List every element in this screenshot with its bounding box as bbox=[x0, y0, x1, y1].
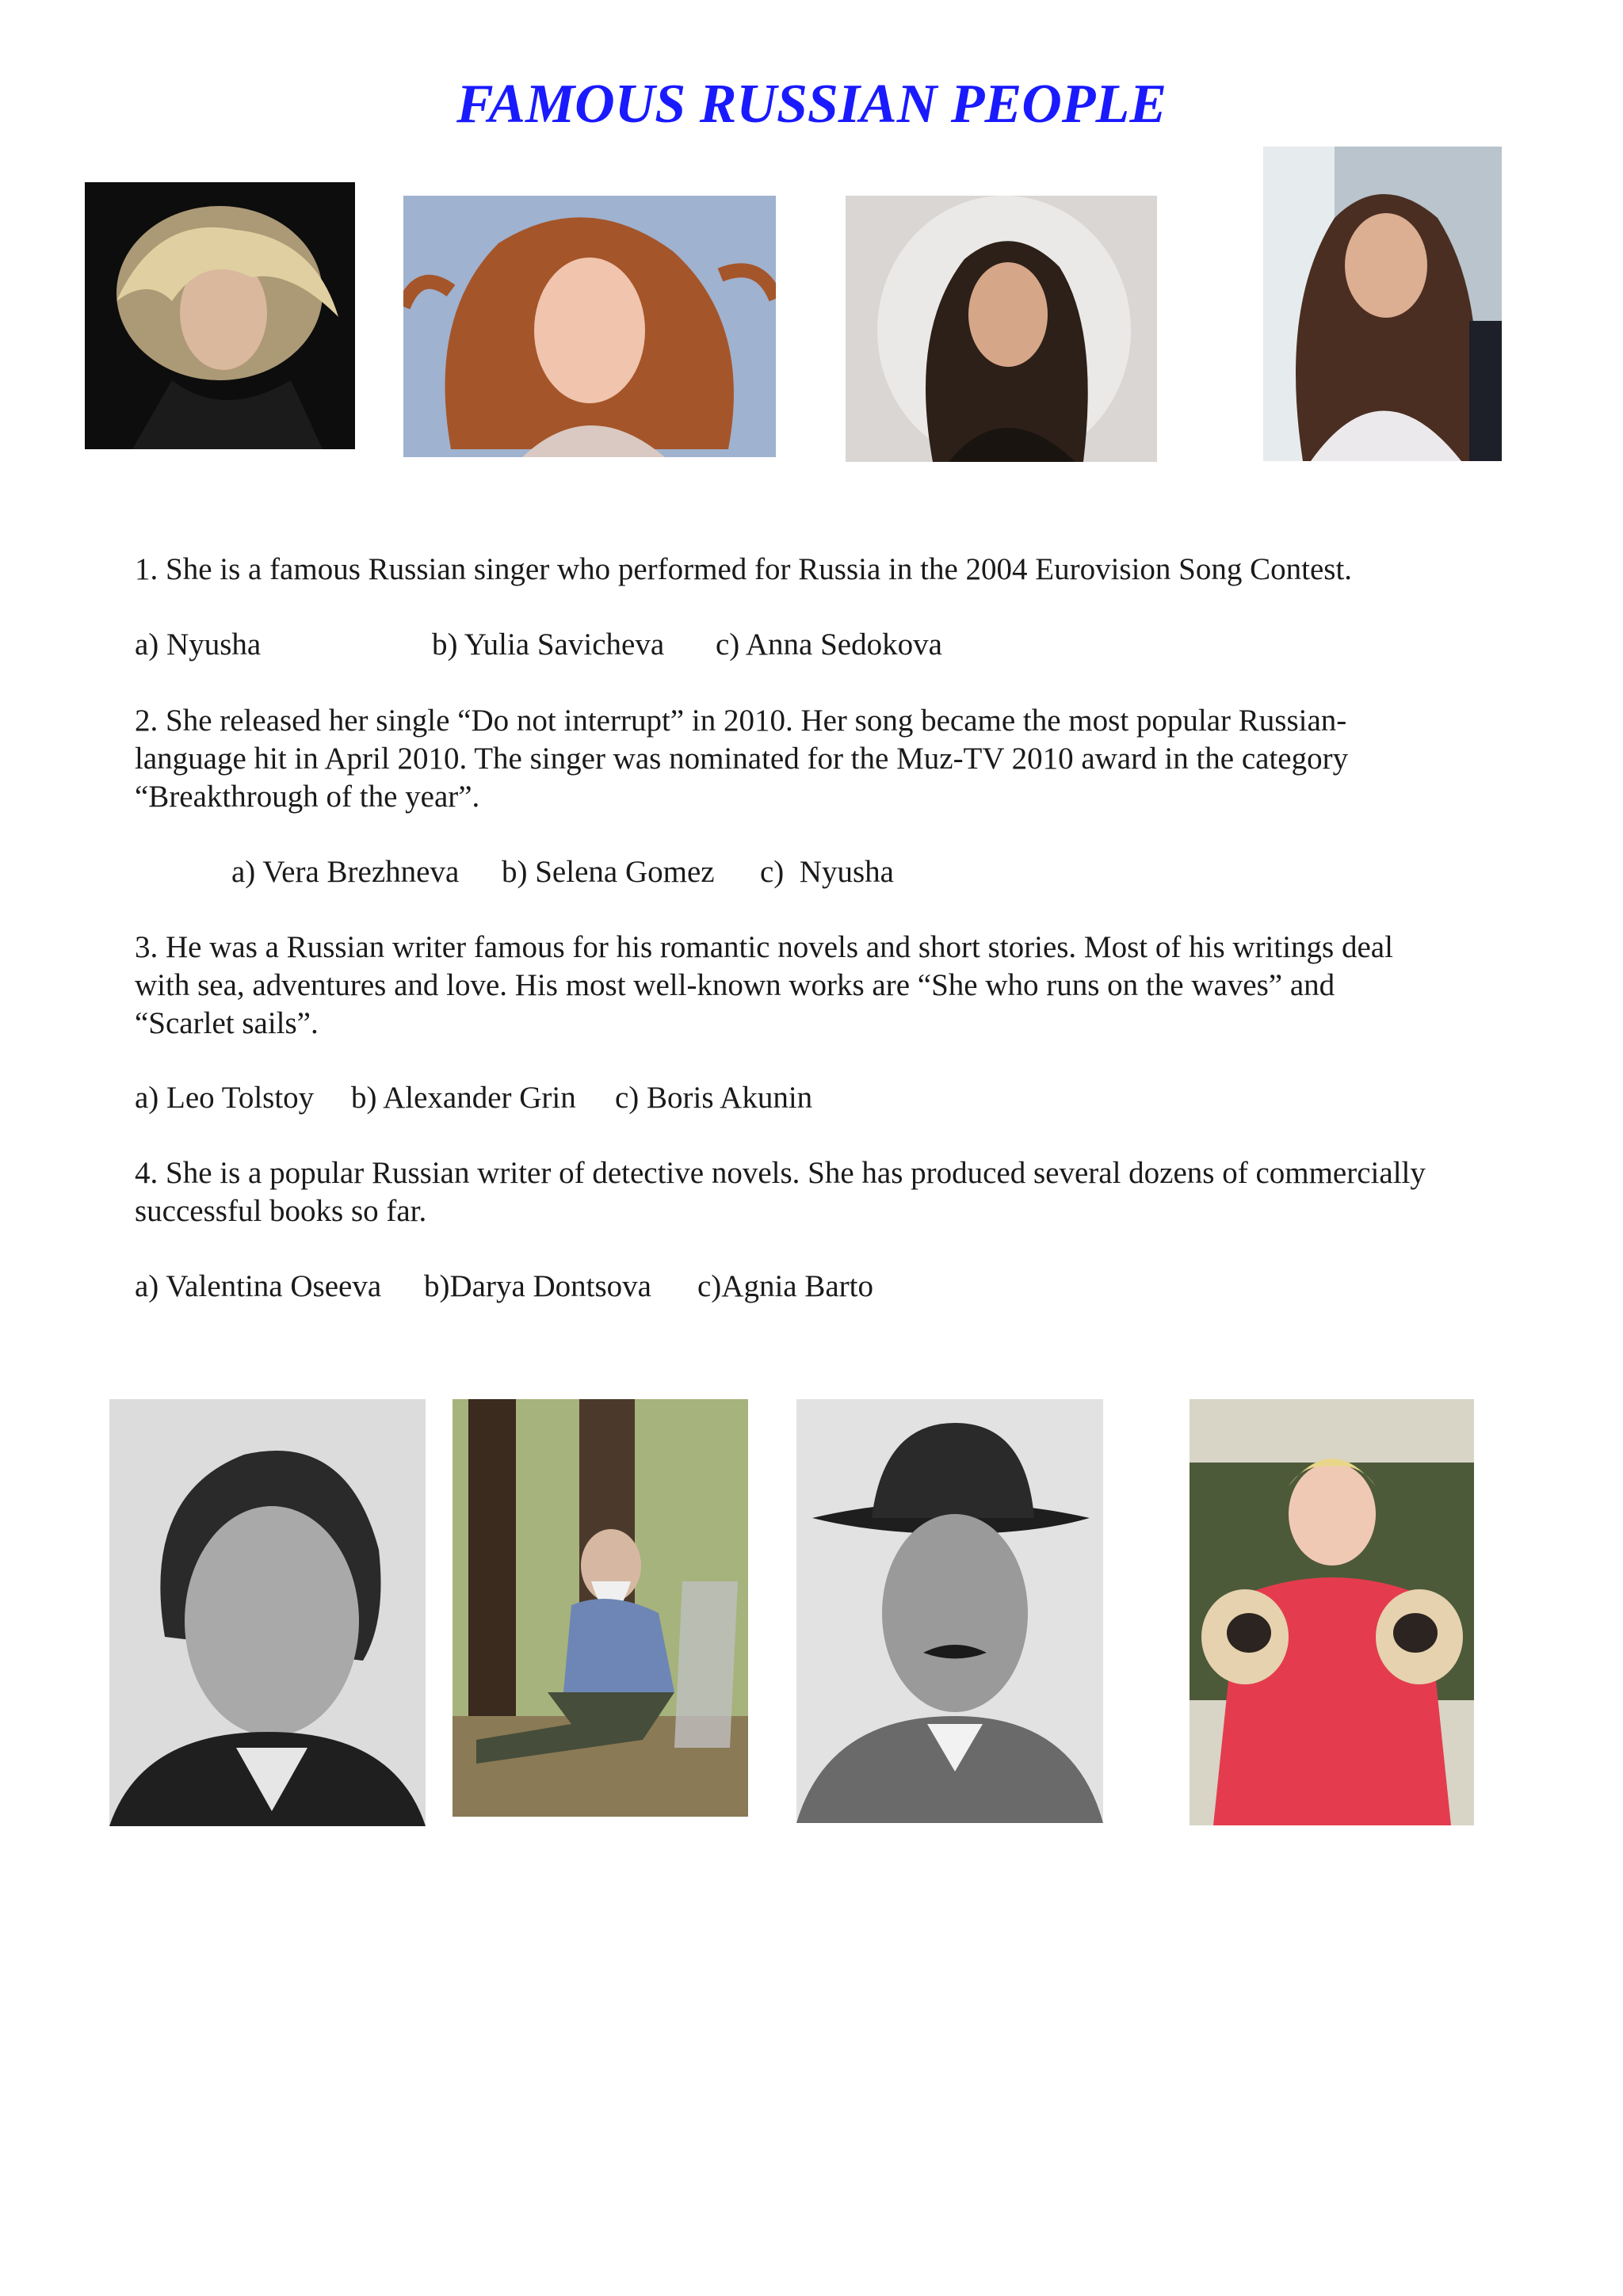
photo-redhead-singer bbox=[403, 196, 776, 457]
photo-woman-with-pugs bbox=[1190, 1399, 1474, 1825]
question-3-option-b: b) Alexander Grin bbox=[351, 1081, 576, 1115]
question-3-line-2: with sea, adventures and love. His most well-known works are “She who runs on the waves” and bbox=[135, 968, 1335, 1002]
question-1-text: 1. She is a famous Russian singer who performed for Russia in the 2004 Eurovision Song Contest. bbox=[135, 552, 1353, 586]
photo-brunette-singer bbox=[846, 196, 1157, 462]
question-3-line-3: “Scarlet sails”. bbox=[135, 1006, 319, 1040]
question-4-option-b: b)Darya Dontsova bbox=[424, 1269, 651, 1303]
question-2-line-1: 2. She released her single “Do not interrupt” in 2010. Her song became the most popular Russian- bbox=[135, 704, 1347, 738]
photo-woman-writer-bw bbox=[109, 1399, 426, 1826]
question-3-option-a: a) Leo Tolstoy bbox=[135, 1081, 315, 1115]
photo-blonde-singer bbox=[85, 182, 355, 449]
question-2-option-a: a) Vera Brezhneva bbox=[231, 855, 460, 889]
question-2-option-b: b) Selena Gomez bbox=[502, 855, 715, 889]
question-1-option-a: a) Nyusha bbox=[135, 627, 262, 662]
question-3-line-1: 3. He was a Russian writer famous for his romantic novels and short stories. Most of his writings deal bbox=[135, 930, 1393, 964]
question-4-option-a: a) Valentina Oseeva bbox=[135, 1269, 382, 1303]
question-4-line-1: 4. She is a popular Russian writer of detective novels. She has produced several dozens of commercially bbox=[135, 1156, 1426, 1190]
question-2-line-2: language hit in April 2010. The singer was nominated for the Muz-TV 2010 award in the category bbox=[135, 742, 1349, 776]
question-4-option-c: c)Agnia Barto bbox=[697, 1269, 874, 1303]
page-title: FAMOUS RUSSIAN PEOPLE bbox=[456, 74, 1167, 135]
question-1-option-b: b) Yulia Savicheva bbox=[432, 627, 665, 662]
photo-man-hat-bw bbox=[796, 1399, 1103, 1823]
photo-brunette-actress bbox=[1263, 147, 1502, 461]
question-3-option-c: c) Boris Akunin bbox=[615, 1081, 813, 1115]
question-2-line-3: “Breakthrough of the year”. bbox=[135, 780, 480, 814]
question-2-option-c: c) Nyusha bbox=[760, 855, 894, 889]
question-4-line-2: successful books so far. bbox=[135, 1194, 427, 1228]
question-1-option-c: c) Anna Sedokova bbox=[716, 627, 942, 662]
photo-old-man-bench bbox=[453, 1399, 748, 1817]
